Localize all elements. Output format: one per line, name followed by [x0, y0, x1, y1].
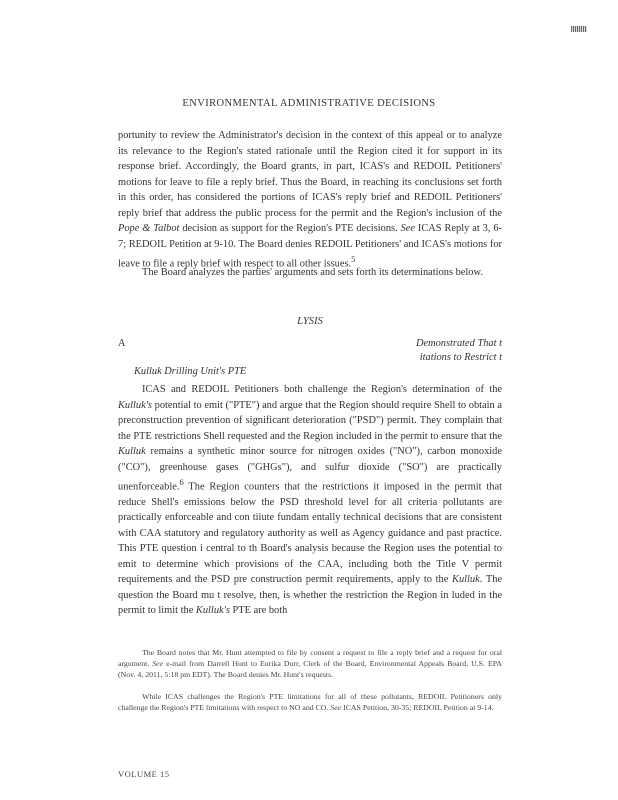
para3-kulluk-2: Kulluk	[118, 446, 146, 457]
footnote-5	[118, 647, 502, 681]
para3-kulluk-1: Kulluk's	[118, 399, 152, 411]
para3-text-e: . The question the Board mu t resolve, then, is whether the restriction the Region in luded in the permit to limit the	[118, 574, 503, 617]
para1-text-c: ICAS Reply at 3, 6-7; REDOIL Petition at 9-10. The Board denies REDOIL Petitioners' and ICAS's motions for leave to file a reply brief with respect to all other issues.	[118, 223, 502, 270]
section-heading: LYSIS	[297, 316, 323, 327]
para1-text-b: decision as support for the Region's PTE decisions.	[179, 223, 401, 234]
footnote-6-see: See	[330, 702, 342, 712]
subheading-line-2: itations to Restrict t	[419, 352, 502, 363]
footnotes	[118, 647, 502, 723]
para3-text-f: PTE are both	[229, 605, 288, 617]
paragraph-3	[118, 382, 502, 619]
para1-see: See	[400, 223, 415, 234]
footnote-6-text-b: ICAS Petition, 30-35; REDOIL Petition at 9-14.	[341, 702, 494, 712]
subheading-line-1: Demonstrated That t	[415, 338, 502, 349]
footnote-5-text-b: e-mail from Darrell Hunt to Eurika Durr, Clerk of the Board, Environmental Appeals Board, U.S. EPA (Nov. 4, 2011, 5:18 pm EDT). The Board denies Mr. Hunt's requests.	[118, 659, 503, 680]
volume-footer: VOLUME 15	[118, 769, 170, 779]
para2-text: The Board analyzes the parties' arguments and sets forth its determinations below.	[142, 267, 483, 278]
para3-text-a: ICAS and REDOIL Petitioners both challenge the Region's determination of the	[142, 384, 502, 395]
para3-kulluk-4: Kulluk's	[195, 605, 230, 617]
footnote-6-text-a: While ICAS challenges the Region's PTE limitations for all of these pollutants, REDOIL Petitioners only challenge the Region's PTE limitations with respect to NO and CO.	[118, 691, 502, 712]
footnote-ref-5: 5	[351, 254, 356, 264]
para1-text-a: portunity to review the Administrator's decision in the context of this appeal or to analyze its relevance to the Region's stated rationale until the Region cited it for support in its response brief. Accordingly, the Board grants, in part, ICAS's and REDOIL Petitioners' motions for leave to file a reply brief. Thus the Board, in reaching its conclusions set forth in this order, has considered the portions of ICAS's reply brief and REDOIL Petitioners' reply brief that address the public process for the permit and the Region's inclusion of the	[118, 130, 502, 219]
paragraph-1	[118, 128, 502, 272]
para3-text-b: potential to emit ("PTE") and argue that the Region should require Shell to obtain a preconstruction prevention of significant deterioration ("PSD") permit. They complain that the PTE restrictions Shell requested and the Region included in the permit to ensure that the	[118, 399, 502, 442]
running-head: ENVIRONMENTAL ADMINISTRATIVE DECISIONS	[182, 98, 436, 109]
footnote-5-text-a: The Board notes that Mr. Hunt attempted to file by consent a request to file a reply brief and a request for oral argument.	[118, 648, 502, 669]
paragraph-2	[118, 265, 502, 281]
footnote-5-see: See	[152, 659, 164, 669]
footnote-6	[118, 691, 502, 713]
subheading-line-3: Kulluk Drilling Unit's PTE	[134, 366, 247, 377]
footnote-ref-6: 6	[179, 477, 184, 487]
corner-mark	[571, 26, 587, 32]
para1-case-name: Pope & Talbot	[118, 223, 180, 234]
para3-text-d: The Region counters that the restrictions it imposed in the permit that reduce Shell's emissions below the PSD threshold level for all criteria pollutants are practically enforceable and con tiiute fundam entally technical decisions that are consistent with CAA statutory and regulatory authority as well as Agency guidance and past practice. This PTE question i central to th Board's analysis because the Region uses the potential to emit to determine which provisions of the CAA, including both the Title V permit requirements and the PSD pre construction permit requirements, apply to the	[118, 481, 502, 586]
subheading-letter: A	[118, 338, 126, 349]
para3-text-c: remains a synthetic minor source for nitrogen oxides ("NO"), carbon monoxide ("CO"), greenhouse gases ("GHGs"), and sulfur dioxide ("SO") are practically unenforceable.	[118, 446, 502, 493]
para3-kulluk-3: Kulluk	[452, 574, 480, 586]
